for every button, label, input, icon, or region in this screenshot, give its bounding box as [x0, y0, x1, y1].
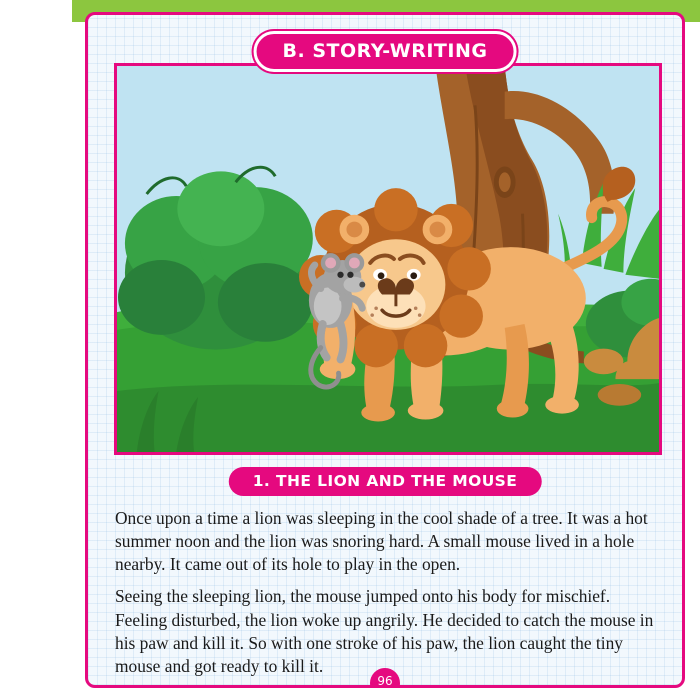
page-number-text: 96: [377, 673, 393, 688]
illustration-svg: [117, 66, 659, 452]
left-gutter: [0, 0, 72, 700]
story-title-badge: 1. THE LION AND THE MOUSE: [229, 467, 542, 496]
section-title-badge: B. STORY-WRITING: [254, 31, 517, 72]
lion-and-mouse-illustration: [114, 63, 662, 455]
story-paragraph-1: Once upon a time a lion was sleeping in the cool shade of a tree. It was a hot summer noon and the lion was snoring hard. A small mouse lived in a hole nearby. It came out of its hole to play in the open.: [115, 508, 648, 575]
story-paragraph-2: Seeing the sleeping lion, the mouse jumped onto his body for mischief. Feeling disturbed, the lion woke up angrily. He decided to catch the mouse in his paw and kill it. So with one stroke of his paw, the lion caught the tiny mouse and got ready to kill it.: [115, 586, 654, 676]
story-body: [115, 507, 661, 687]
content-frame: [85, 12, 685, 688]
